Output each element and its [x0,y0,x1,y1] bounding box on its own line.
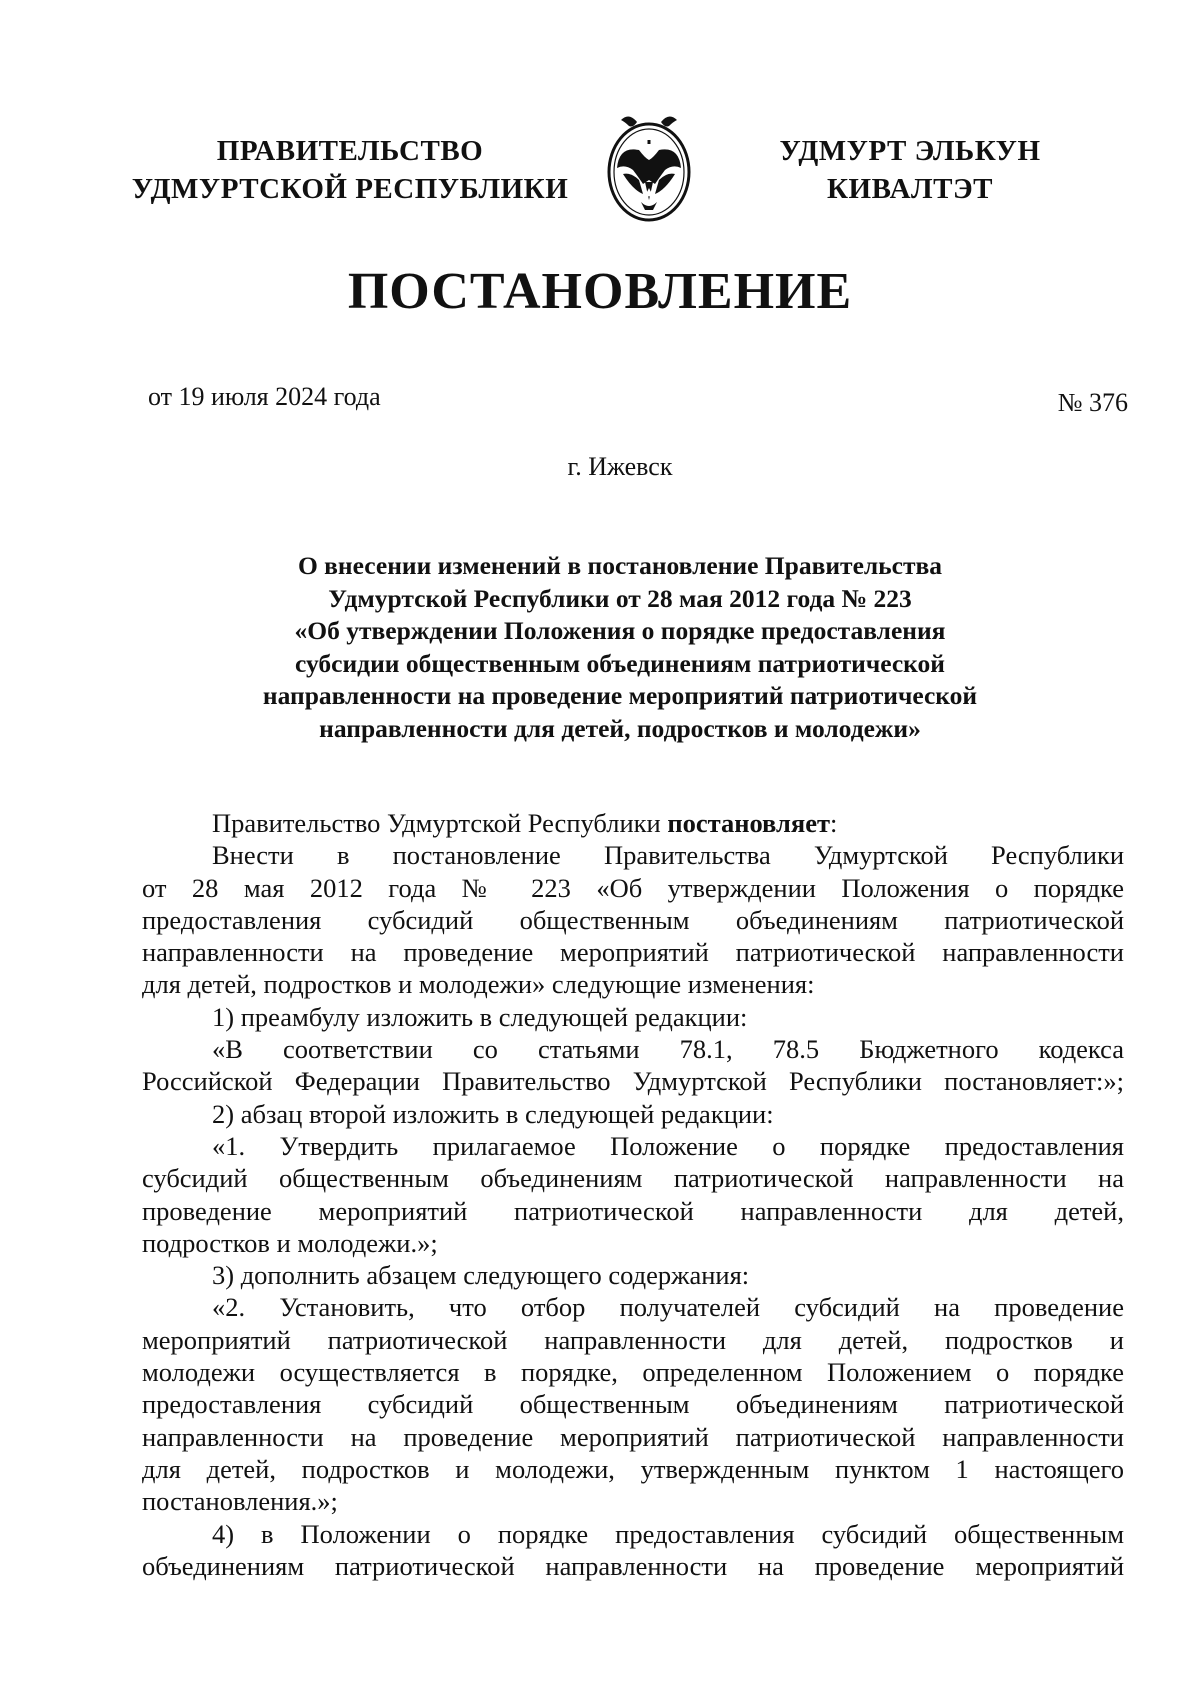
issuer-name-russian [120,132,580,208]
body-line: для детей, подростков и молодежи, утвержденным пунктом 1 настоящего [142,1453,1124,1484]
body-line: для детей, подростков и молодежи» следующие изменения: [142,969,815,1000]
body-line: предоставления субсидий общественным объединениям патриотической [142,904,1124,935]
subject-line: направленности для детей, подростков и молодежи» [319,713,921,743]
issuer-name-udmurt-line2: КИВАЛТЭТ [826,173,993,205]
issuer-name-russian-line2: УДМУРТСКОЙ РЕСПУБЛИКИ [131,173,569,205]
body-line: постановления.»; [142,1486,338,1517]
body-line: направленности на проведение мероприятий патриотической направленности [142,1421,1124,1452]
coat-of-arms-icon [598,110,700,228]
issuer-name-udmurt-line1: УДМУРТ ЭЛЬКУН [779,135,1041,167]
body-line: 1) преамбулу изложить в следующей редакции: [212,1001,748,1032]
body-line: подростков и молодежи.»; [142,1227,438,1258]
subject-line: направленности на проведение мероприятий патриотической [262,681,978,710]
body-line: Российской Федерации Правительство Удмуртской Республики постановляет:»; [142,1066,1124,1097]
body-line: субсидий общественным объединениям патриотической направленности на [142,1163,1124,1194]
document-date: от 19 июля 2024 года [148,382,381,411]
document-title: ПОСТАНОВЛЕНИЕ [347,263,853,320]
body-line: «В соответствии со статьями 78.1, 78.5 Бюджетного кодекса [212,1034,1124,1065]
body-line: «1. Утвердить прилагаемое Положение о порядке предоставления [212,1130,1124,1161]
issuer-name-russian-line1: ПРАВИТЕЛЬСТВО [216,135,484,167]
body-line: 2) абзац второй изложить в следующей редакции: [212,1098,774,1129]
body-line: мероприятий патриотической направленности для детей, подростков и [142,1324,1124,1355]
body-intro-keyword: постановляет [667,808,831,838]
body-intro-colon: : [830,808,838,838]
body-line: «2. Установить, что отбор получателей субсидий на проведение [212,1292,1124,1323]
body-line: предоставления субсидий общественным объединениям патриотической [142,1389,1124,1420]
body-intro-text: Правительство Удмуртской Республики [212,808,668,838]
body-line: направленности на проведение мероприятий патриотической направленности [142,937,1124,968]
body-line: Внести в постановление Правительства Удмуртской Республики [212,840,1124,871]
subject-line: субсидии общественным объединениям патриотической [295,648,945,678]
body-line: 4) в Положении о порядке предоставления субсидий общественным [212,1518,1124,1549]
body-line: молодежи осуществляется в порядке, определенном Положением о порядке [142,1357,1124,1388]
document-number: № 376 [1057,388,1128,417]
subject-line: «Об утверждении Положения о порядке предоставления [294,616,946,645]
body-line: объединениям патриотической направленности на проведение мероприятий [142,1550,1124,1581]
subject-line: Удмуртской Республики от 28 мая 2012 года № 223 [328,583,912,613]
issuer-name-udmurt [760,132,1060,208]
document-city: г. Ижевск [567,452,673,481]
body-line: 3) дополнить абзацем следующего содержания: [212,1260,750,1291]
body-line: проведение мероприятий патриотической направленности для детей, [142,1195,1124,1226]
body-line: от 28 мая 2012 года № 223 «Об утверждении Положения о порядке [142,872,1124,903]
subject-line: О внесении изменений в постановление Правительства [297,551,943,580]
document-body [142,807,1124,1582]
body-intro [142,807,1124,839]
document-subject [160,550,1080,745]
